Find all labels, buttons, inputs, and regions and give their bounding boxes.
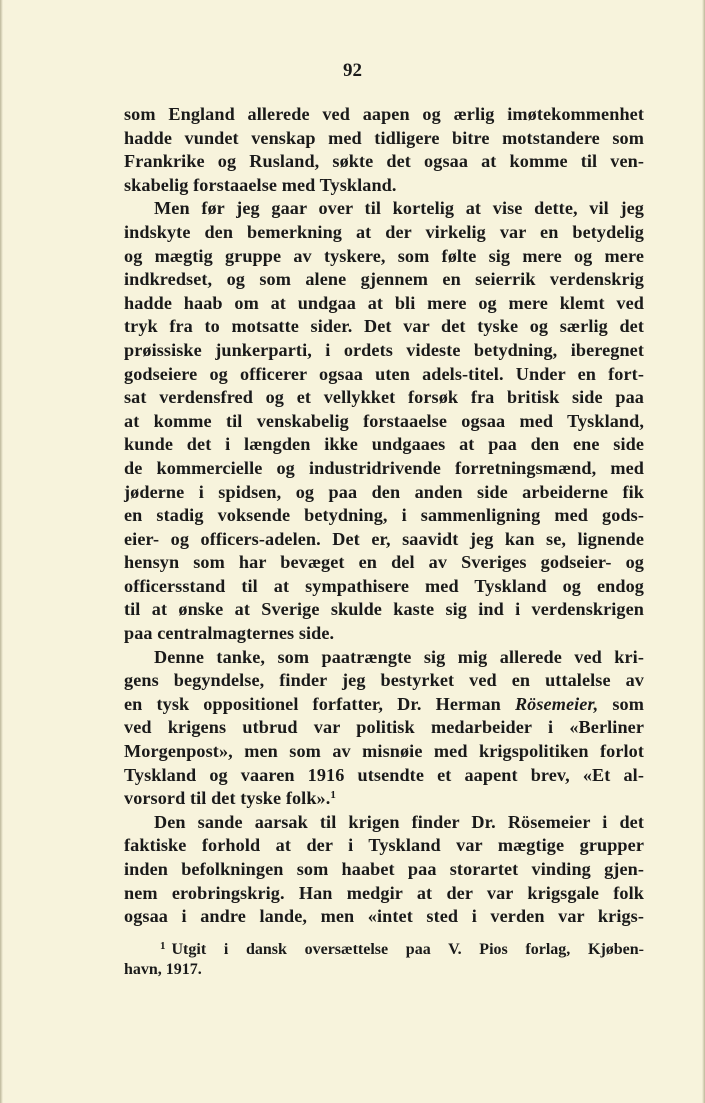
text-line: paa centralmagternes side. [124, 623, 335, 644]
text-line: som England allerede ved aapen og ærlig imøtekommenhet [124, 104, 644, 124]
text-line: Men før jeg gaar over til kortelig at vise dette, vil jeg [154, 198, 644, 219]
text-line: at komme til venskabelig forstaaelse ogsaa med Tyskland, [124, 410, 644, 431]
footnote-line: havn, 1917. [124, 961, 202, 978]
text-line: tryk fra to motsatte sider. Det var det tyske og særlig det [124, 316, 644, 337]
page-edge-left [0, 0, 3, 1103]
body-text [124, 103, 644, 929]
text-line: inden befolkningen som haabet paa storartet vinding gjen- [124, 859, 644, 879]
text-line: indkredset, og som alene gjennem en seierrik verdenskrig [124, 269, 644, 290]
text-line: hadde haab om at undgaa at bli mere og mere klemt ved [124, 292, 644, 313]
text-segment: en tysk oppositionel forfatter, Dr. Herman [124, 693, 515, 714]
text-line: eier- og officers-adelen. Det er, saavidt jeg kan se, lignende [124, 528, 644, 549]
text-line: ved krigens utbrud var politisk medarbeider i «Berliner [124, 717, 644, 738]
footnote-reference[interactable]: 1 [330, 789, 336, 802]
footnote-line [124, 935, 644, 958]
footnote-text: Utgit i dansk oversættelse paa V. Pios forlag, Kjøben- [171, 941, 644, 958]
text-line: Tyskland og vaaren 1916 utsendte et aapent brev, «Et al- [124, 764, 644, 785]
text-segment: vorsord til det tyske folk». [124, 788, 331, 809]
text-line-with-footnote-ref [124, 787, 644, 811]
author-name: Rösemeier, [514, 693, 599, 714]
page-number: 92 [343, 60, 362, 81]
text-line-with-name [124, 693, 644, 717]
text-line: indskyte den bemerkning at der virkelig var en betydelig [124, 221, 644, 242]
text-line: hadde vundet venskap med tidligere bitre motstandere som [124, 127, 644, 148]
text-line: de kommercielle og industridrivende forretningsmænd, med [124, 457, 644, 478]
text-line: en stadig voksende betydning, i sammenligning med gods- [124, 505, 644, 526]
text-line: ogsaa i andre lande, men «intet sted i verden var krigs- [124, 906, 644, 927]
text-line: Morgenpost», men som av misnøie med krigspolitiken forlot [124, 741, 644, 762]
text-line: Denne tanke, som paatrængte sig mig allerede ved kri- [154, 646, 644, 667]
text-line: prøissiske junkerparti, i ordets videste betydning, iberegnet [124, 339, 644, 360]
footnote-mark: 1 [160, 940, 166, 952]
text-line: og mægtig gruppe av tyskere, som følte sig mere og mere [124, 245, 644, 266]
text-line: nem erobringskrig. Han medgir at der var krigsgale folk [124, 882, 644, 903]
text-line: faktiske forhold at der i Tyskland var mægtige grupper [124, 835, 644, 856]
text-segment: som [598, 693, 644, 714]
text-line: officersstand til at sympathisere med Tyskland og endog [124, 575, 644, 596]
text-line: til at ønske at Sverige skulde kaste sig ind i verdenskrigen [124, 599, 644, 620]
text-line: sat verdensfred og et vellykket forsøk fra britisk side paa [124, 387, 644, 408]
text-line: skabelig forstaaelse med Tyskland. [124, 174, 397, 195]
text-line: godseiere og officerer ogsaa uten adels-titel. Under en fort- [124, 363, 644, 384]
text-line: Den sande aarsak til krigen finder Dr. Rösemeier i det [154, 811, 644, 832]
text-line: kunde det i længden ikke undgaaes at paa den ene side [124, 434, 644, 455]
text-line: gens begyndelse, finder jeg bestyrket ved en uttalelse av [124, 670, 644, 691]
text-line: hensyn som har bevæget en del av Sveriges godseier- og [124, 552, 644, 573]
footnote [124, 935, 644, 981]
text-line: jøderne i spidsen, og paa den anden side arbeiderne fik [124, 481, 644, 502]
text-line: Frankrike og Rusland, søkte det ogsaa at komme til ven- [124, 151, 644, 172]
